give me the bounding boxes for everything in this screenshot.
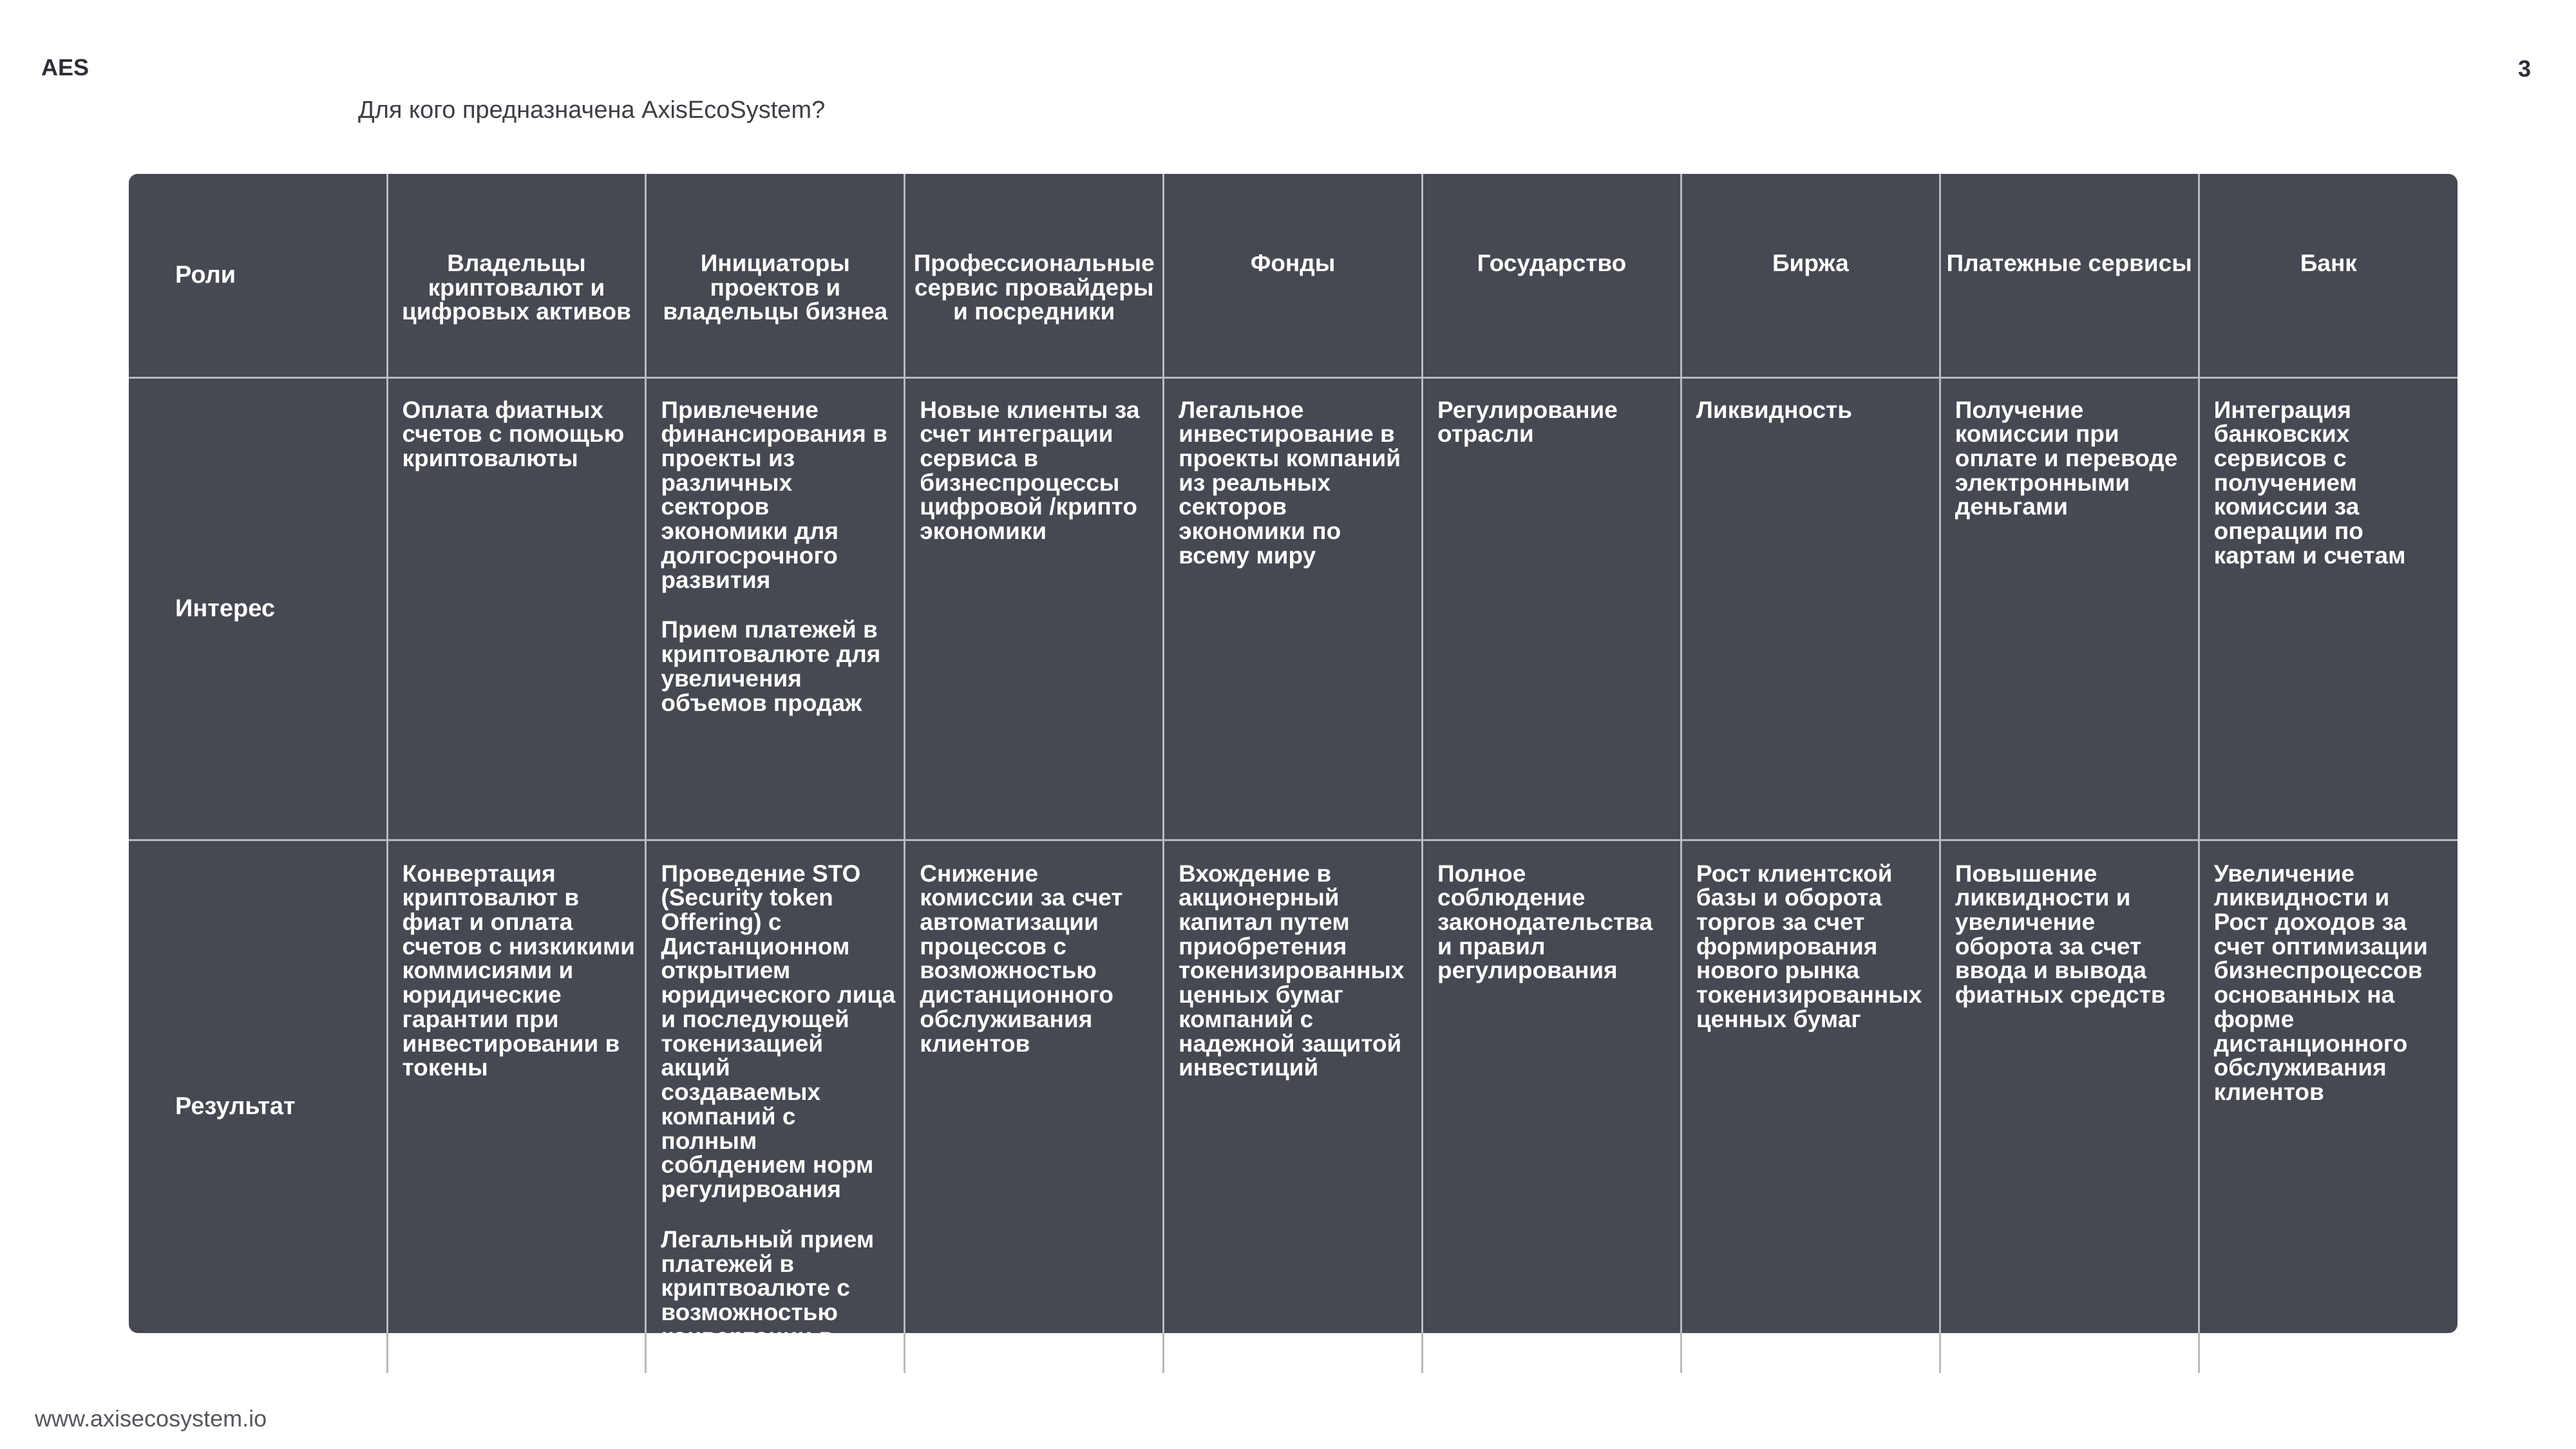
interest-cell (646, 377, 905, 840)
interest-cell (1164, 377, 1423, 840)
column-header: Биржа (1681, 174, 1940, 377)
result-text: Вхождение в акционерный капитал путем приобретения токенизированных ценных бумаг компаний с надежной защитой инвестиций (1179, 860, 1405, 1081)
result-text: Увеличение ликвидности и Рост доходов за счет оптимизации бизнеспроцессов основанных на форме дистанционного обслуживания клиентов (2213, 860, 2428, 1106)
result-text: Легальный прием платежей в криптвоалюте с возможностью конвертации в фиат (661, 1226, 875, 1374)
column-header: Банк (2199, 174, 2458, 377)
result-cell (1164, 840, 1423, 1373)
interest-row (129, 377, 2458, 840)
result-text: Полное соблюдение законодательства и правил регулирования (1437, 860, 1653, 984)
row-label-roles: Роли (129, 174, 387, 377)
result-text: Рост клиентской базы и оборота торгов за счет формирования нового рынка токенизированных ценных бумаг (1696, 860, 1922, 1032)
interest-text: Новые клиенты за счет интеграции сервиса в бизнеспроцессы цифровой /крипто экономики (920, 396, 1140, 545)
column-header: Фонды (1164, 174, 1423, 377)
result-cell (387, 840, 646, 1373)
header-row (129, 174, 2458, 377)
row-label-interest: Интерес (129, 377, 387, 840)
result-row (129, 840, 2458, 1373)
interest-text: Интеграция банковских сервисов с получением комиссии за операции по картам и счетам (2213, 396, 2406, 569)
row-label-result: Результат (129, 840, 387, 1373)
footer-website: www.axisecosystem.io (35, 1405, 267, 1432)
column-header: Государство (1423, 174, 1681, 377)
column-header: Платежные сервисы (1940, 174, 2199, 377)
interest-text: Ликвидность (1696, 396, 1852, 423)
roles-table (129, 174, 2458, 1374)
result-cell (1681, 840, 1940, 1373)
interest-cell (387, 377, 646, 840)
column-header: Владельцы криптовалют и цифровых активов (387, 174, 646, 377)
result-cell (1940, 840, 2199, 1373)
interest-cell (1423, 377, 1681, 840)
result-text: Снижение комиссии за счет автоматизации процессов с возможностью дистанционного обслуживания клиентов (920, 860, 1123, 1057)
result-cell (905, 840, 1164, 1373)
interest-cell (1940, 377, 2199, 840)
interest-cell (905, 377, 1164, 840)
interest-cell (1681, 377, 1940, 840)
interest-text: Привлечение финансирования в проекты из различных секторов экономики для долгосрочного развития (661, 396, 887, 593)
interest-text: Оплата фиатных счетов с помощью криптовалюты (402, 396, 625, 471)
page-number: 3 (2517, 55, 2531, 82)
result-cell (2199, 840, 2458, 1373)
result-text: Конвертация криптовалют в фиат и оплата счетов с низкикими коммисиями и юридические гарантии при инвестировании в токены (402, 860, 635, 1081)
column-header: Инициаторы проектов и владельцы бизнеа (646, 174, 905, 377)
interest-text: Получение комиссии при оплате и переводе электронными деньгами (1955, 396, 2178, 520)
result-cell (1423, 840, 1681, 1373)
interest-text: Регулирование отрасли (1437, 396, 1618, 448)
page-title: Для кого предназначена AxisEcoSystem? (358, 97, 826, 124)
result-text: Проведение STO (Security token Offering) с Дистанционном открытием юридического лица и последующей токенизацией акций создаваемых компаний с полным соблдением норм регулирвоания (661, 860, 896, 1203)
column-header: Профессиональные сервис провайдеры и посредники (905, 174, 1164, 377)
interest-cell (2199, 377, 2458, 840)
interest-text: Легальное инвестирование в проекты компаний из реальных секторов экономики по всему миру (1179, 396, 1401, 569)
roles-table-grid (129, 174, 2458, 1373)
result-cell (646, 840, 905, 1373)
interest-text: Прием платежей в криптовалюте для увеличения объемов продаж (661, 616, 881, 716)
brand-logo-text: AES (41, 54, 90, 80)
result-text: Повышение ликвидности и увеличение оборота за счет ввода и вывода фиатных средств (1955, 860, 2166, 1009)
